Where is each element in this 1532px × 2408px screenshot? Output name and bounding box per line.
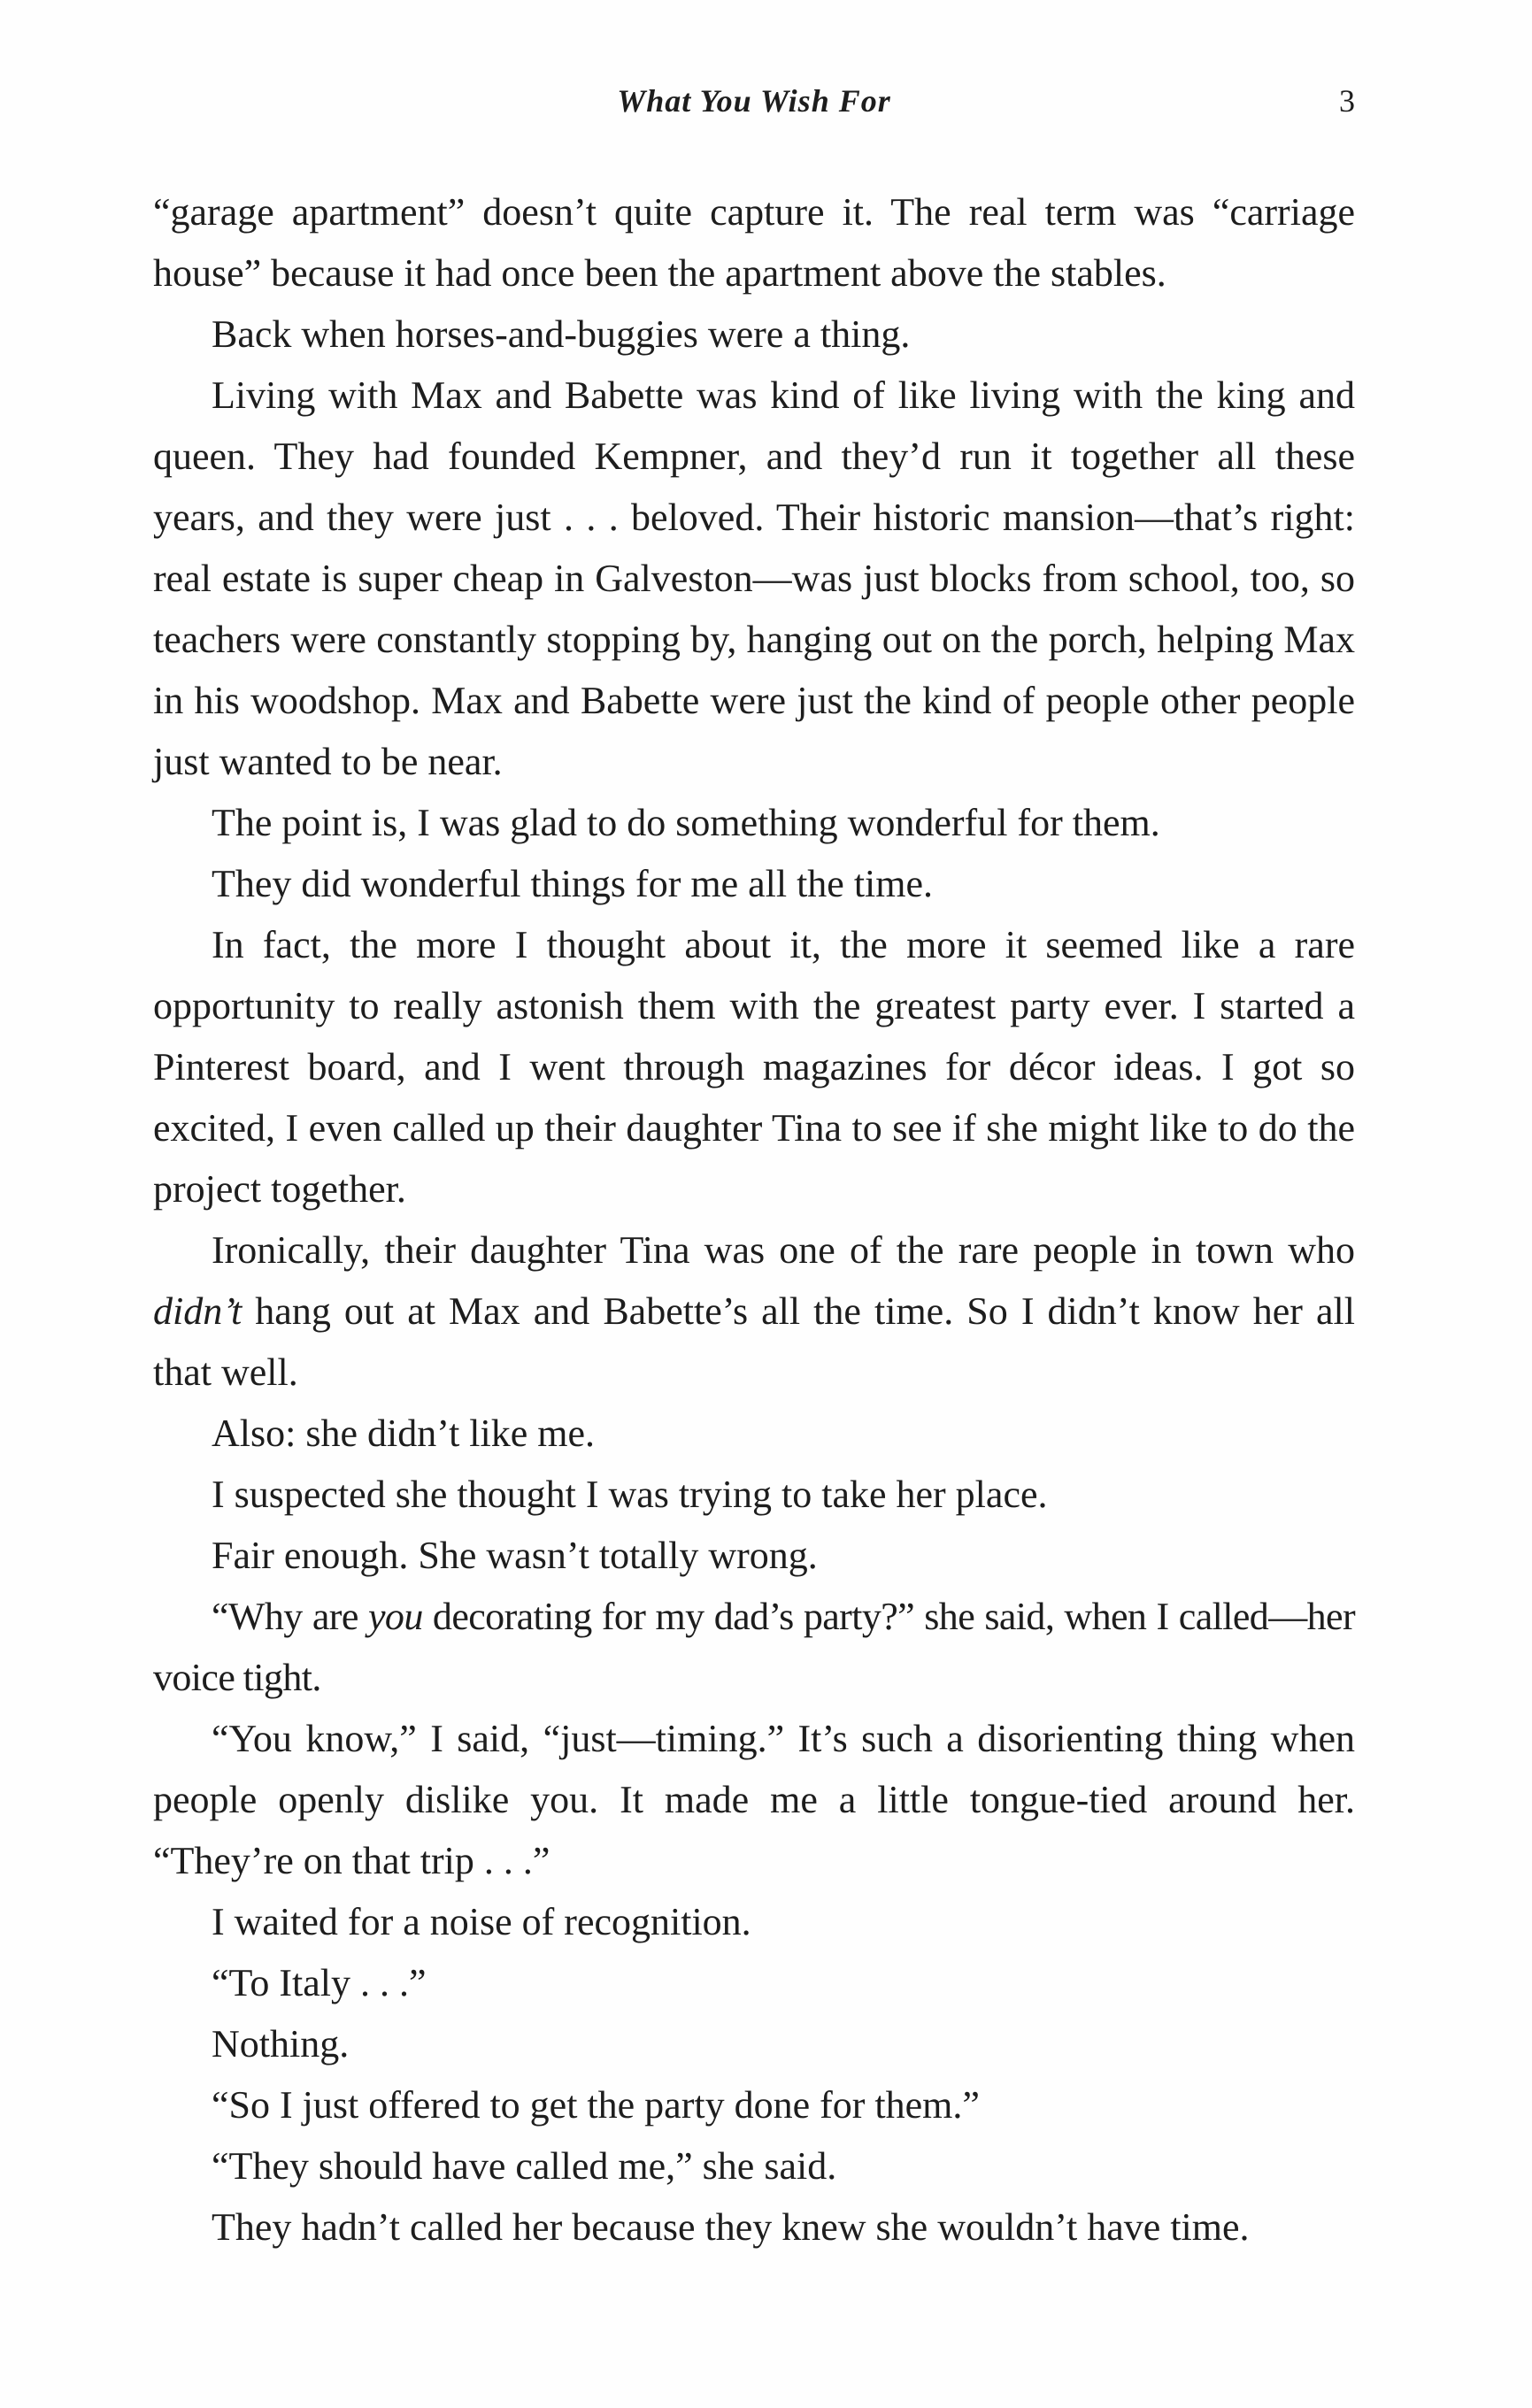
body-paragraph: “You know,” I said, “just—timing.” It’s such a disorienting thing when people openly dislike you. It made me a little tongue-tied around her. “They’re on that trip . . .”: [153, 1717, 1355, 1882]
body-paragraph: In fact, the more I thought about it, the more it seemed like a rare opportunity to really astonish them with the greatest party ever. I started a Pinterest board, and I went through magazines for décor ideas. I got so excited, I even called up their daughter Tina to see if she might like to do the project together.: [153, 923, 1355, 1211]
paragraph-text: Ironically, their daughter Tina was one of the rare people in town who: [212, 1228, 1355, 1272]
paragraph-text: hang out at Max and Babette’s all the time. So I didn’t know her all that well.: [153, 1289, 1355, 1394]
body-paragraph: [153, 1586, 1355, 1708]
body-paragraph: The point is, I was glad to do something wonderful for them.: [212, 801, 1160, 844]
body-paragraph: Back when horses-and-buggies were a thing.: [212, 312, 911, 356]
body-paragraph: I suspected she thought I was trying to take her place.: [212, 1473, 1048, 1516]
page-number: 3: [1339, 83, 1355, 119]
body-paragraph: Nothing.: [212, 2022, 350, 2066]
body-paragraph: They did wonderful things for me all the time.: [212, 862, 934, 905]
body-paragraph: [153, 1219, 1355, 1403]
body-paragraph: Fair enough. She wasn’t totally wrong.: [212, 1534, 818, 1577]
paragraph-text: “Why are: [212, 1595, 368, 1638]
running-title: What You Wish For: [617, 83, 891, 119]
running-head: [153, 78, 1355, 124]
emphasized-word: you: [367, 1595, 423, 1638]
body-paragraph: “So I just offered to get the party done for them.”: [212, 2083, 980, 2127]
body-paragraph: Living with Max and Babette was kind of like living with the king and queen. They had founded Kempner, and they’d run it together all these years, and they were just . . . beloved. Their historic mansion—that’s right: real estate is super cheap in Galveston—was just blocks from school, too, so teachers were constantly stopping by, hanging out on the porch, helping Max in his woodshop. Max and Babette were just the kind of people other people just wanted to be near.: [153, 373, 1355, 783]
paragraph-text: decorating for my dad’s party?” she said, when I called—her voice tight.: [153, 1595, 1355, 1699]
body-text: [153, 181, 1355, 2258]
body-paragraph: They hadn’t called her because they knew she wouldn’t have time.: [212, 2205, 1250, 2249]
body-paragraph: “They should have called me,” she said.: [212, 2144, 837, 2188]
body-paragraph: “To Italy . . .”: [212, 1961, 427, 2004]
body-paragraph: I waited for a noise of recognition.: [212, 1900, 751, 1943]
emphasized-word: didn’t: [153, 1289, 243, 1333]
body-paragraph: “garage apartment” doesn’t quite capture it. The real term was “carriage house” because it had once been the apartment above the stables.: [153, 190, 1355, 295]
body-paragraph: Also: she didn’t like me.: [212, 1412, 596, 1455]
